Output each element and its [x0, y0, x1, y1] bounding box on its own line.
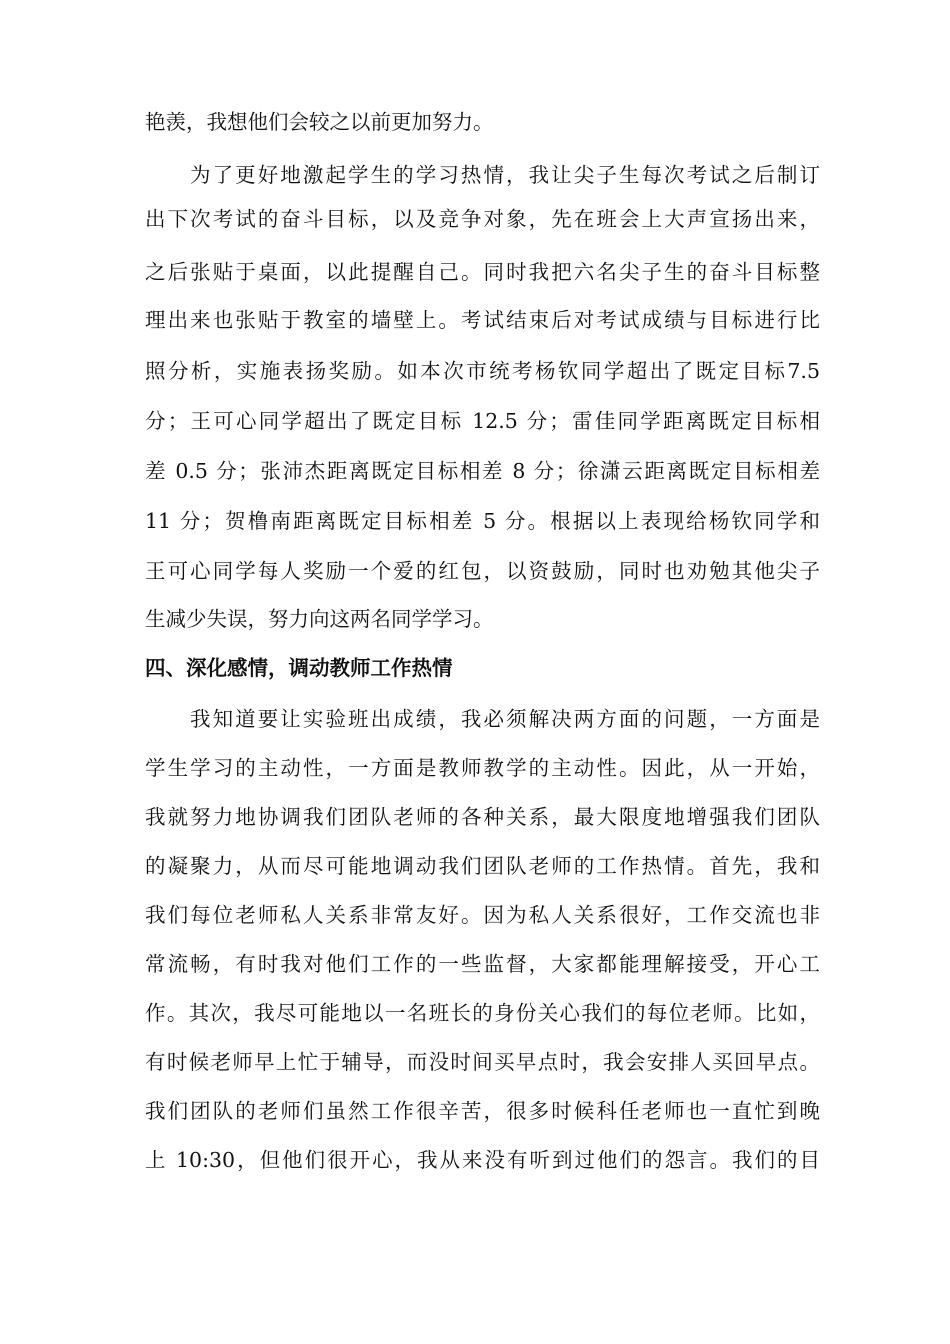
paragraph-line: 上 10:30，但他们很开心，我从来没有听到过他们的怨言。我们的目: [145, 1148, 820, 1172]
paragraph-line: 出下次考试的奋斗目标，以及竞争对象，先在班会上大声宣扬出来，: [145, 207, 820, 231]
paragraph-line: 差 0.5 分；张沛杰距离既定目标相差 8 分；徐潇云距离既定目标相差: [145, 459, 820, 483]
paragraph-line: 我们团队的老师们虽然工作很辛苦，很多时候科任老师也一直忙到晚: [145, 1099, 820, 1123]
paragraph-line: 学生学习的主动性，一方面是教师教学的主动性。因此，从一开始，: [145, 756, 820, 780]
paragraph-line: 我知道要让实验班出成绩，我必须解决两方面的问题，一方面是: [190, 707, 820, 731]
paragraph-line: 的凝聚力，从而尽可能地调动我们团队老师的工作热情。首先，我和: [145, 854, 820, 878]
section-heading: 四、深化感情，调动教师工作热情: [145, 656, 453, 680]
paragraph-line: 我们每位老师私人关系非常友好。因为私人关系很好，工作交流也非: [145, 903, 820, 927]
paragraph-line: 分；王可心同学超出了既定目标 12.5 分；雷佳同学距离既定目标相: [145, 409, 820, 433]
paragraph-line: 有时候老师早上忙于辅导，而没时间买早点时，我会安排人买回早点。: [145, 1050, 820, 1074]
paragraph-line: 之后张贴于桌面，以此提醒自己。同时我把六名尖子生的奋斗目标整: [145, 260, 820, 284]
paragraph-line: 作。其次，我尽可能地以一名班长的身份关心我们的每位老师。比如，: [145, 1001, 820, 1025]
paragraph-line: 我就努力地协调我们团队老师的各种关系，最大限度地增强我们团队: [145, 805, 820, 829]
paragraph-line: 王可心同学每人奖励一个爱的红包，以资鼓励，同时也劝勉其他尖子: [145, 559, 820, 583]
paragraph-line: 艳羡，我想他们会较之以前更加努力。: [145, 110, 494, 134]
paragraph-line: 理出来也张贴于教室的墙壁上。考试结束后对考试成绩与目标进行比: [145, 308, 820, 332]
paragraph-line: 照分析，实施表扬奖励。如本次市统考杨钦同学超出了既定目标7.5: [145, 359, 820, 383]
paragraph-line: 为了更好地激起学生的学习热情，我让尖子生每次考试之后制订: [190, 163, 820, 187]
paragraph-line: 常流畅，有时我对他们工作的一些监督，大家都能理解接受，开心工: [145, 952, 820, 976]
paragraph-line: 11 分；贺橹南距离既定目标相差 5 分。根据以上表现给杨钦同学和: [145, 509, 820, 533]
paragraph-line: 生减少失误，努力向这两名同学学习。: [145, 607, 494, 631]
